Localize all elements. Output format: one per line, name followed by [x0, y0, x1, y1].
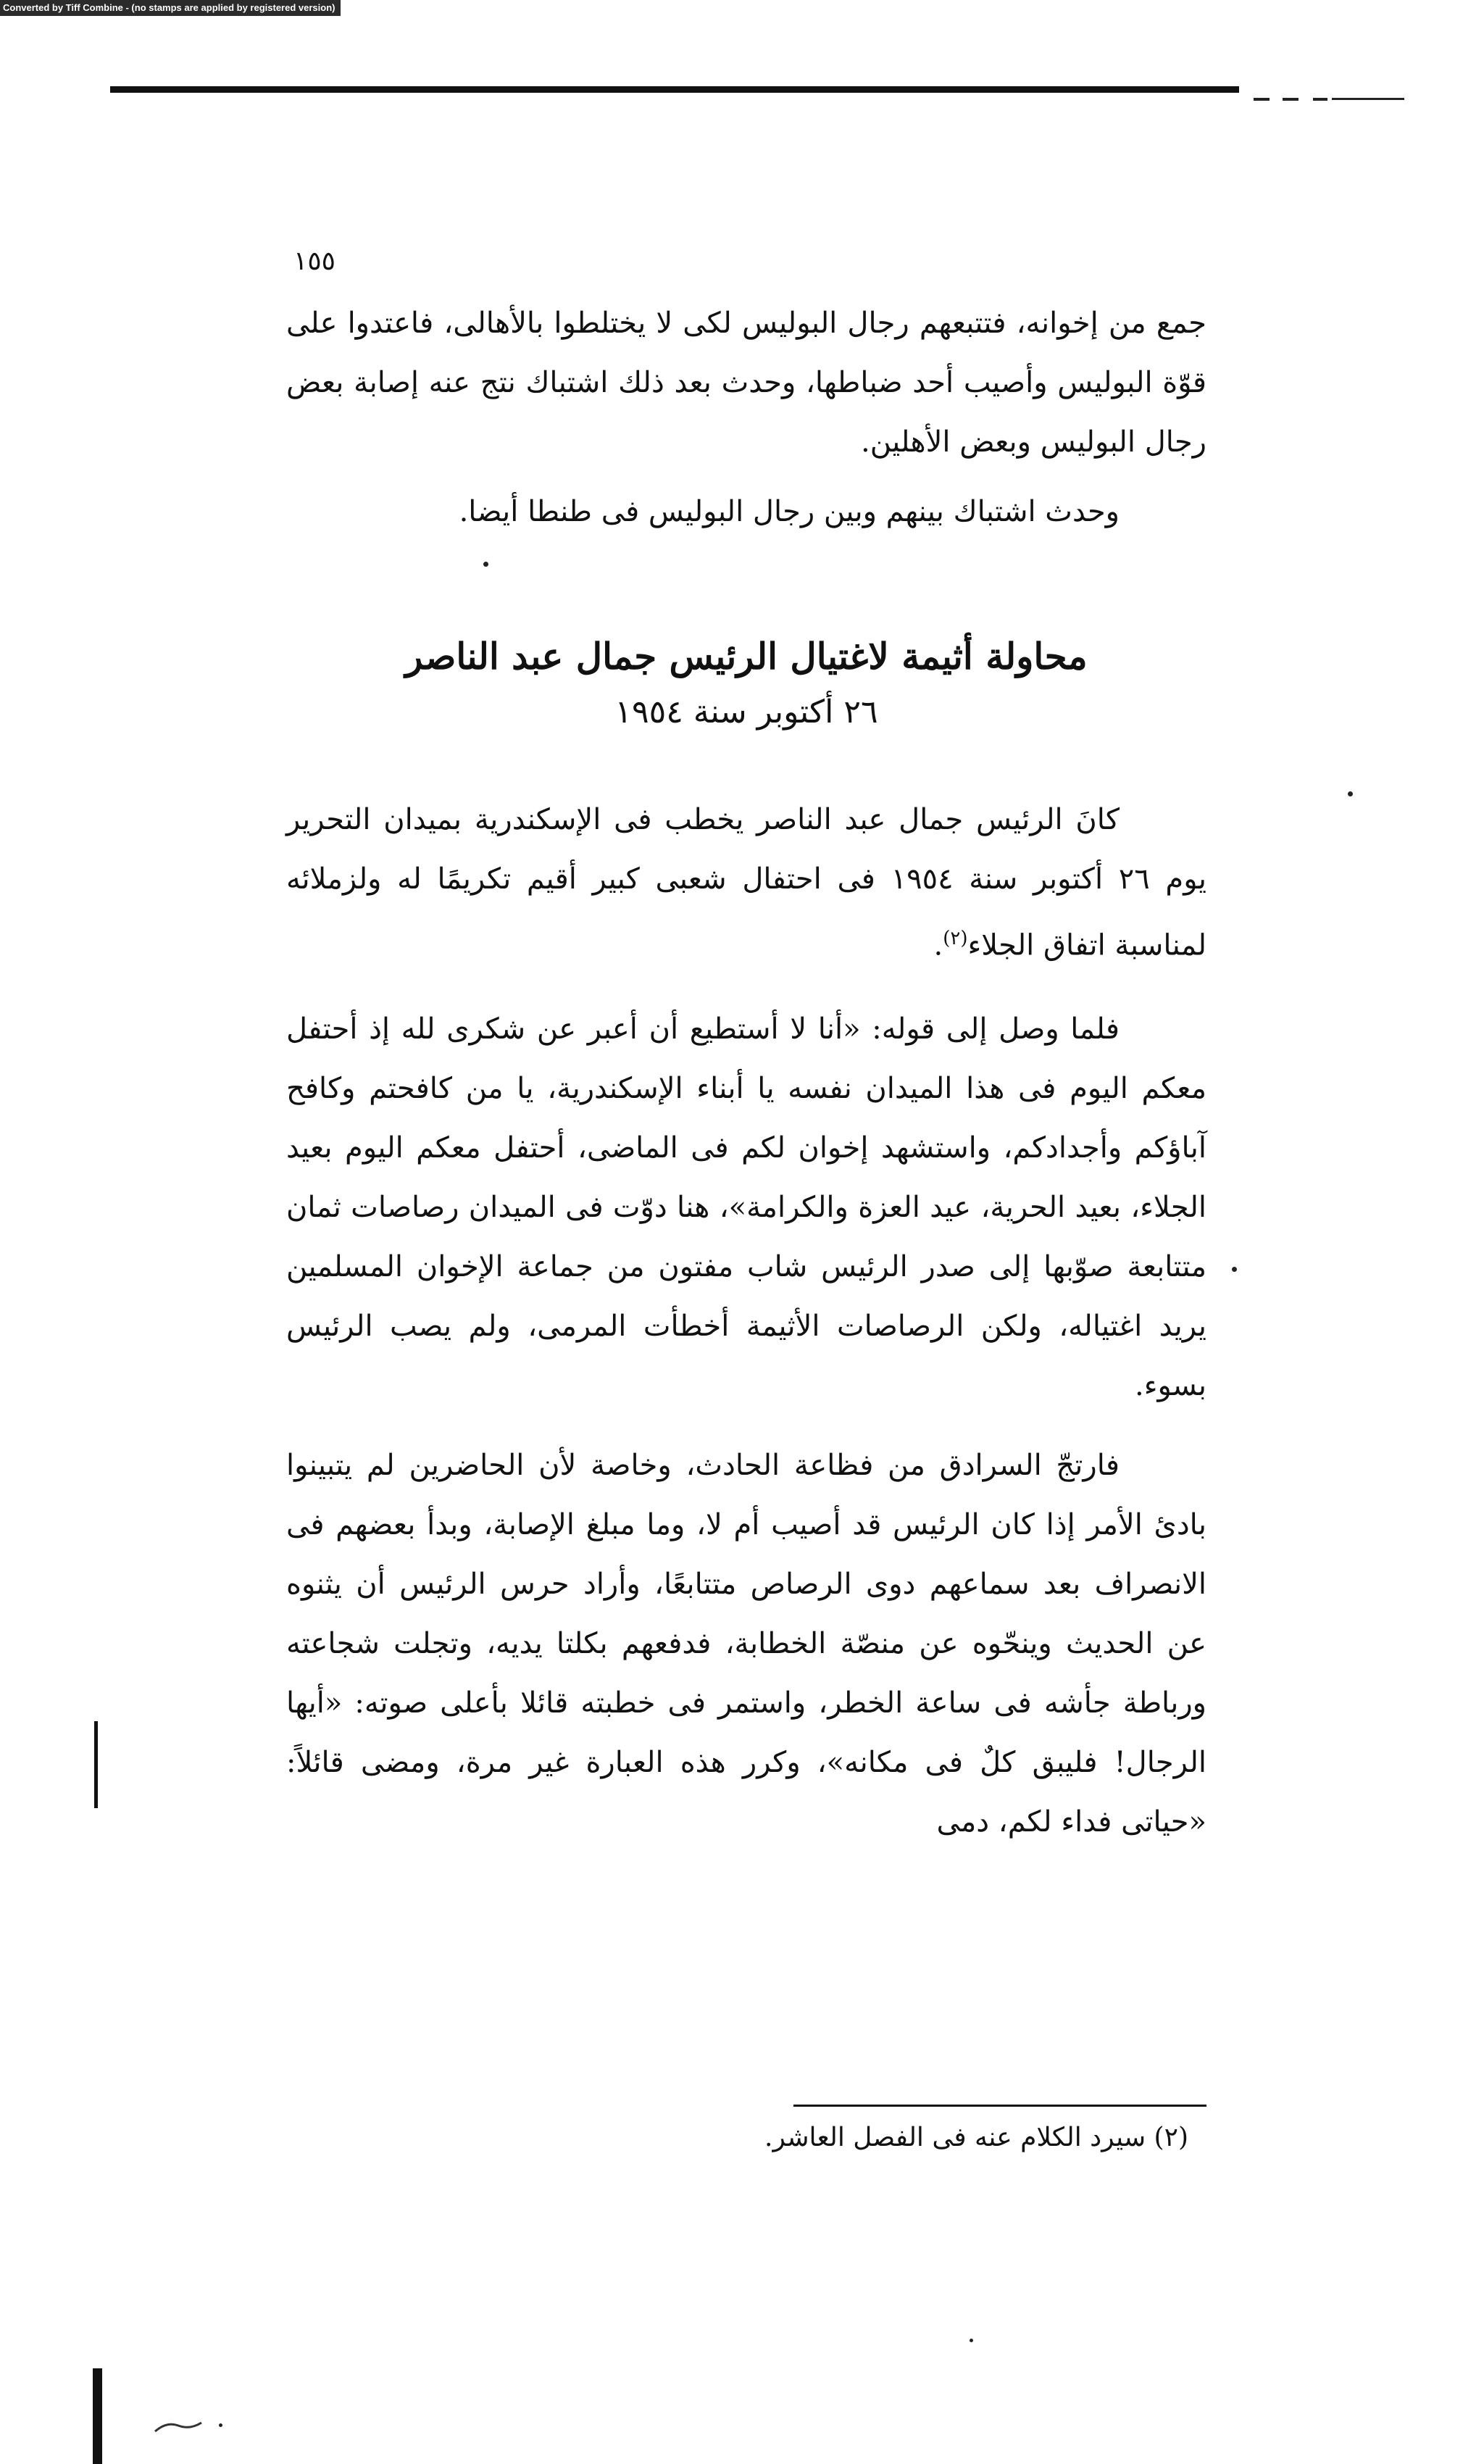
- scan-speck: [970, 2339, 973, 2342]
- top-scan-rule: [110, 86, 1239, 93]
- top-rule-dash: [1313, 98, 1327, 101]
- scan-speck: [483, 562, 488, 567]
- paragraph-courage: فارتجّ السرادق من فظاعة الحادث، وخاصة لأن الحاضرين لم يتبينوا بادئ الأمر إذا كان الرئيس قد أصيب أم لا، وما مبلغ الإصابة، وبدأ بعضهم فى الانصراف بعد سماعهم دوى الرصاص متتابعًا، وأراد حرس الرئيس أن يثنوه عن الحديث وينحّوه عن منصّة الخطابة، فدفعهم بكلتا يديه، وتجلت شجاعته ورباطة جأشه فى ساعة الخطر، واستمر فى خطبته قائلا بأعلى صوته: «أيها الرجال! فليبق كلٌ فى مكانه»، وكرر هذه العبارة غير مرة، ومضى قائلاً: «حياتى فداء لكم، دمى: [286, 1449, 1206, 1839]
- paragraph-tanta-clash: وحدث اشتباك بينهم وبين رجال البوليس فى طنطا أيضا.: [459, 495, 1120, 528]
- scan-speck: [1232, 1267, 1237, 1272]
- footnote-reference: (٢): [943, 928, 968, 949]
- top-rule-dash: [1254, 98, 1270, 101]
- paragraph-police-clash: جمع من إخوانه، فتتبعهم رجال البوليس لكى لا يختلطوا بالأهالى، فاعتدوا على قوّة البوليس وأصيب أحد ضباطها، وحدث بعد ذلك اشتباك نتج عنه إصابة بعض رجال البوليس وبعض الأهلين.: [286, 307, 1206, 459]
- section-heading: [286, 628, 1206, 739]
- page-number: ١٥٥: [293, 246, 336, 276]
- converter-stamp-banner: Converted by Tiff Combine - (no stamps are applied by registered version): [0, 0, 341, 16]
- paragraph-gunshots: فلما وصل إلى قوله: «أنا لا أستطيع أن أعبر عن شكرى لله إذ أحتفل معكم اليوم فى هذا الميدان نفسه يا أبناء الإسكندرية، يا من كافحتم وكافح آباؤكم وأجدادكم، واستشهد إخوان لكم فى الماضى، أحتفل معكم اليوم بعيد الجلاء، بعيد الحرية، عيد العزة والكرامة»، هنا دوّت فى الميدان رصاصات ثمان متتابعة صوّبها إلى صدر الرئيس شاب مفتون من جماعة الإخوان المسلمين يريد اغتياله، ولكن الرصاصات الأثيمة أخطأت المرمى، ولم يصب الرئيس بسوء.: [286, 1012, 1206, 1403]
- section-title: محاولة أثيمة لاغتيال الرئيس جمال عبد الناصر: [405, 635, 1088, 678]
- margin-scan-line: [94, 1721, 98, 1808]
- footnote-rule: [793, 2105, 1206, 2107]
- paragraph-speech-event: [286, 790, 1206, 975]
- top-rule-dash: [1332, 98, 1404, 100]
- paragraph-end-mark: .: [933, 928, 943, 962]
- section-date: ٢٦ أكتوبر سنة ١٩٥٤: [614, 694, 878, 731]
- footnote: (٢) سيرد الكلام عنه فى الفصل العاشر.: [764, 2123, 1188, 2152]
- paragraph-speech-event-text: كانَ الرئيس جمال عبد الناصر يخطب فى الإسكندرية بميدان التحرير يوم ٢٦ أكتوبر سنة ١٩٥٤ فى احتفال شعبى كبير أقيم تكريمًا له ولزملائه لمناسبة اتفاق الجلاء: [286, 803, 1206, 962]
- margin-scan-bar: [93, 2368, 102, 2464]
- scan-speck: [1348, 791, 1353, 796]
- scan-speck: [219, 2423, 222, 2427]
- assassination-text-block: [286, 790, 1206, 1852]
- top-rule-dash: [1283, 98, 1298, 101]
- scan-scribble-mark: [154, 2417, 204, 2434]
- opening-text-block: [286, 294, 1206, 541]
